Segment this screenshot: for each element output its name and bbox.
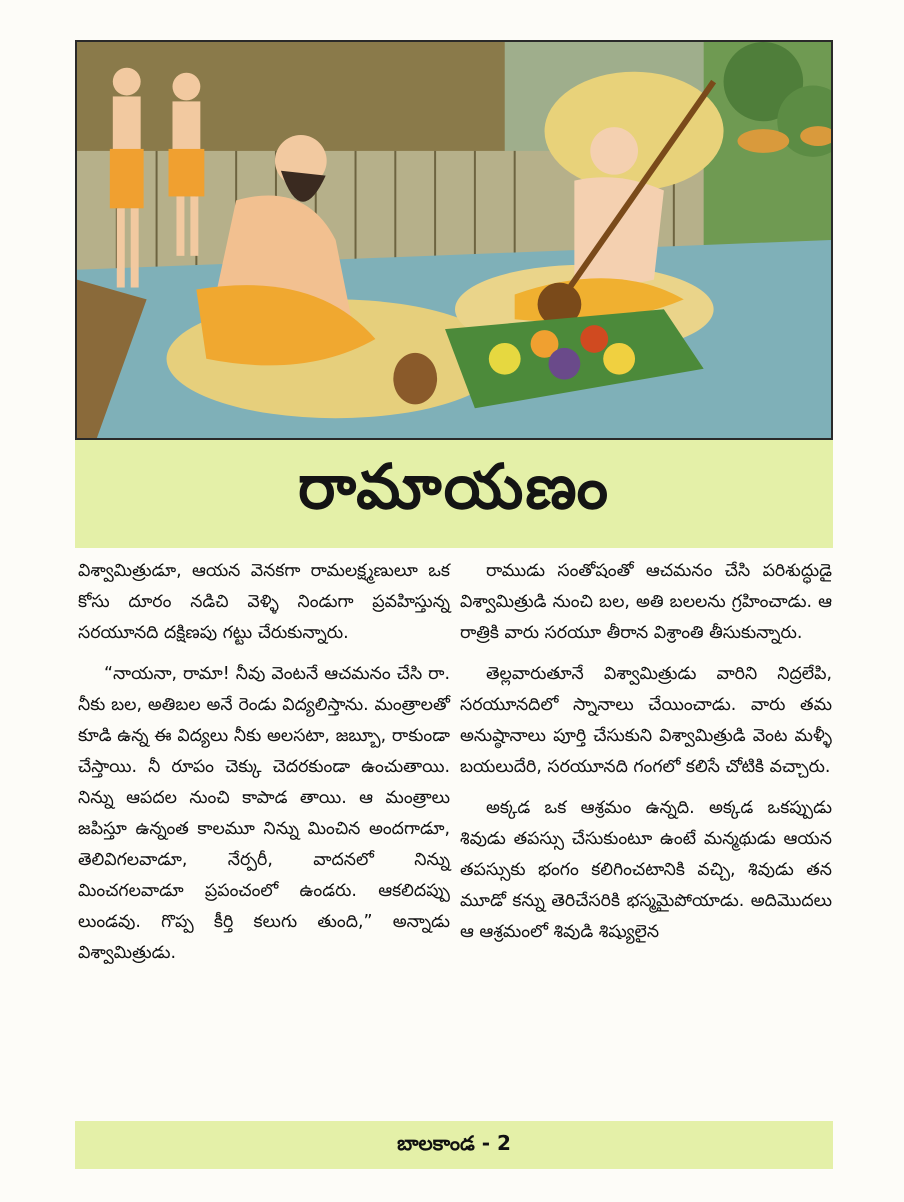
illustration (75, 40, 833, 440)
paragraph: అక్కడ ఒక ఆశ్రమం ఉన్నది. అక్కడ ఒకప్పుడు శివుడు తపస్సు చేసుకుంటూ ఉంటే మన్మథుడు ఆయన తపస్సుకు భంగం కలిగించటానికి వచ్చి, శివుడు తన మూడో కన్ను తెరిచేసరికి భస్మమైపోయాడు. అదిమొదలు ఆ ఆశ్రమంలో శివుడి శిష్యులైన (460, 798, 832, 942)
paragraph: రాముడు సంతోషంతో ఆచమనం చేసి పరిశుద్ధుడై విశ్వామిత్రుడి నుంచి బల, అతి బలలను గ్రహించాడు. ఆ రాత్రికి వారు సరయూ తీరాన విశ్రాంతి తీసుకున్నారు. (460, 561, 832, 643)
right-column (460, 556, 832, 958)
page-footer: బాలకాండ - 2 (397, 1130, 511, 1155)
page-title: రామాయణం (297, 450, 611, 523)
paragraph: “నాయనా, రామా! నీవు వెంటనే ఆచమనం చేసి రా. నీకు బల, అతిబల అనే రెండు విద్యలిస్తాను. మంత్రాలతో కూడి ఉన్న ఈ విద్యలు నీకు అలసటా, జబ్బూ, రాకుండా చేస్తాయి. నీ రూపం చెక్కు చెదరకుండా ఉంచుతాయి. నిన్ను ఆపదల నుంచి కాపాడ తాయి. ఆ మంత్రాలు జపిస్తూ ఉన్నంత కాలమూ నిన్ను మించిన అందగాడూ, తెలివిగలవాడూ, నేర్పరీ, వాదనలో నిన్ను మించగలవాడూ ప్రపంచంలో ఉండరు. ఆకలిదప్పు లుండవు. గొప్ప కీర్తి కలుగు తుంది,” అన్నాడు విశ్వామిత్రుడు. (78, 664, 450, 963)
paragraph: విశ్వామిత్రుడూ, ఆయన వెనకగా రామలక్ష్మణులూ ఒక కోసు దూరం నడిచి వెళ్ళి నిండుగా ప్రవహిస్తున్న సరయూనది దక్షిణపు గట్టు చేరుకున్నారు. (78, 561, 450, 643)
title-band (75, 440, 833, 548)
footer-band (75, 1121, 833, 1169)
paragraph: తెల్లవారుతూనే విశ్వామిత్రుడు వారిని నిద్రలేపి, సరయూనదిలో స్నానాలు చేయించాడు. వారు తమ అనుష్ఠానాలు పూర్తి చేసుకుని విశ్వామిత్రుడి వెంట మళ్ళీ బయలుదేరి, సరయూనది గంగలో కలిసే చోటికి వచ్చారు. (460, 664, 832, 777)
ashram-scene-image (77, 42, 831, 438)
left-column (78, 556, 450, 979)
